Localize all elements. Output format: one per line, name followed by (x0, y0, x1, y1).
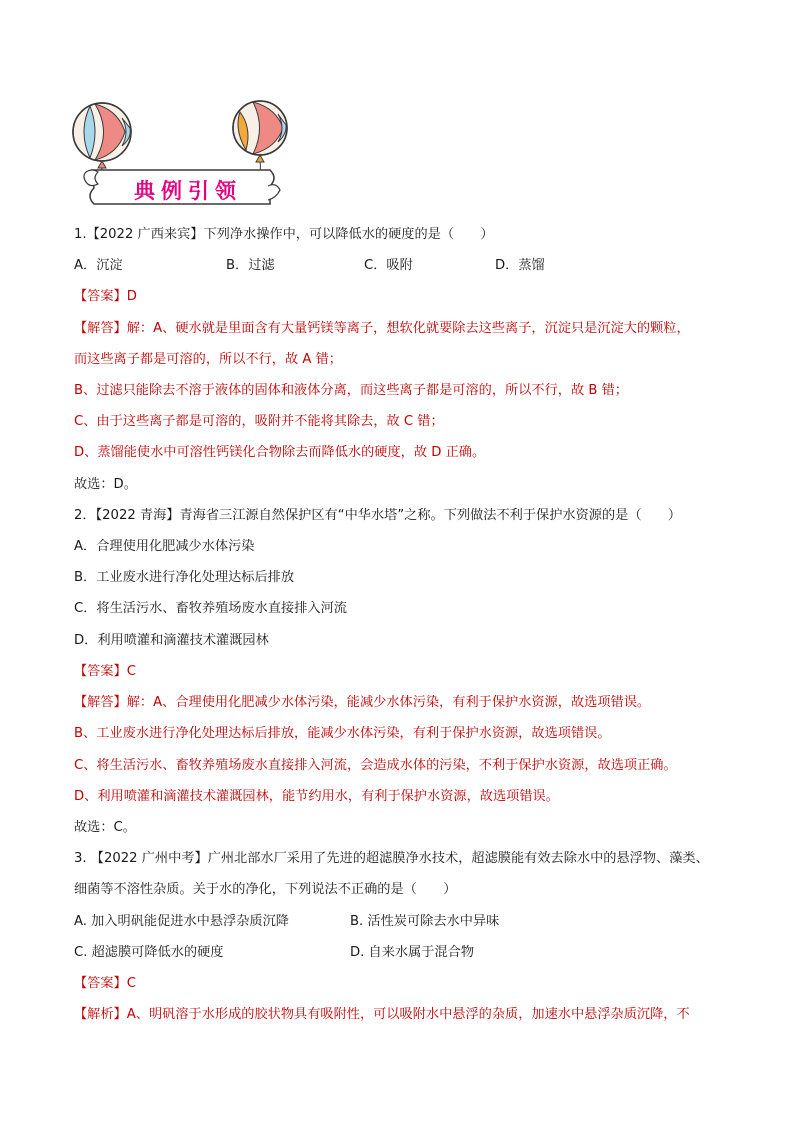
answer-tag: 【答案】 (74, 664, 127, 679)
answer-value: D (126, 289, 137, 304)
q2-question (74, 507, 681, 525)
q2-analysis-line (74, 694, 650, 712)
q3-option-a: A. 加入明矾能促进水中悬浮杂质沉降 (74, 914, 289, 929)
analysis-tag: 【解答】 (74, 321, 127, 336)
q2-option-c: C．将生活污水、畜牧养殖场废水直接排入河流 (74, 601, 347, 616)
q3-option-d: D. 自来水属于混合物 (350, 945, 475, 960)
q3-option-c: C. 超滤膜可降低水的硬度 (74, 945, 224, 960)
q2-analysis-line: B、工业废水进行净化处理达标后排放，能减少水体污染，有利于保护水资源，故选项错误。 (74, 726, 611, 741)
analysis-text: 解：A、合理使用化肥减少水体污染，能减少水体污染，有利于保护水资源，故选项错误。 (126, 695, 651, 710)
q1-stem: 下列净水操作中，可以降低水的硬度的是（ ） (203, 227, 494, 242)
q2-option-a: A．合理使用化肥减少水体污染 (74, 539, 255, 554)
q2-number: 2． (74, 508, 96, 523)
q1-option-d: D．蒸馏 (495, 258, 545, 273)
q1-analysis-line: C、由于这些离子都是可溶的，吸附并不能将其除去，故 C 错； (74, 414, 444, 429)
q3-analysis-line (74, 1006, 690, 1024)
q3-answer (74, 975, 136, 993)
right-ball-icon (233, 101, 287, 162)
q3-option-b: B. 活性炭可除去水中异味 (350, 914, 500, 929)
q3-number: 3. (74, 851, 87, 866)
analysis-tag: 【解答】 (74, 695, 127, 710)
answer-tag: 【答案】 (74, 289, 127, 304)
analysis-tag: 【解析】 (74, 1007, 127, 1022)
q3-source: 【2022 广州中考】 (90, 851, 208, 866)
q1-source: 【2022 广西来宾】 (86, 227, 204, 242)
q1-option-b: B．过滤 (226, 258, 275, 273)
answer-value: C (126, 976, 136, 991)
q2-answer (74, 663, 136, 681)
banner-title: 典例引领 (134, 178, 242, 203)
q1-answer (74, 288, 137, 306)
q1-question (74, 226, 494, 244)
answer-tag: 【答案】 (74, 976, 127, 991)
q3-question (74, 850, 709, 868)
q2-option-b: B．工业废水进行净化处理达标后排放 (74, 570, 295, 585)
q1-analysis-line (74, 320, 690, 338)
q1-number: 1. (74, 227, 87, 242)
section-banner (70, 98, 300, 210)
q3-stem: 广州北部水厂采用了先进的超滤膜净水技术，超滤膜能有效去除水中的悬浮物、藻类、 (207, 851, 709, 866)
q3-stem-line2: 细菌等不溶性杂质。关于水的净化，下列说法不正确的是（ ） (74, 882, 457, 897)
analysis-text: A、明矾溶于水形成的胶状物具有吸附性，可以吸附水中悬浮的杂质，加速水中悬浮杂质沉降，不 (126, 1007, 690, 1022)
analysis-text: 解：A、硬水就是里面含有大量钙镁等离子，想软化就要除去这些离子，沉淀只是沉淀大的颗粒， (126, 321, 690, 336)
q2-choose: 故选：C。 (74, 820, 136, 835)
q1-choose: 故选：D。 (74, 477, 137, 492)
q2-stem: 青海省三江源自然保护区有“中华水塔”之称。下列做法不利于保护水资源的是（ ） (179, 508, 682, 523)
left-ball-icon (73, 103, 131, 168)
q1-analysis-line: 而这些离子都是可溶的，所以不行，故 A 错； (74, 352, 342, 367)
q1-analysis-line: D、蒸馏能使水中可溶性钙镁化合物除去而降低水的硬度，故 D 正确。 (74, 445, 486, 460)
q1-analysis-line: B、过滤只能除去不溶于液体的固体和液体分离，而这些离子都是可溶的，所以不行，故 B 错； (74, 383, 628, 398)
answer-value: C (126, 664, 136, 679)
q1-option-c: C．吸附 (364, 258, 413, 273)
q2-source: 【2022 青海】 (95, 508, 180, 523)
q2-analysis-line: C、将生活污水、畜牧养殖场废水直接排入河流，会造成水体的污染，不利于保护水资源，故选项正确。 (74, 758, 677, 773)
q2-analysis-line: D、利用喷灌和滴灌技术灌溉园林，能节约用水，有利于保护水资源，故选项错误。 (74, 789, 559, 804)
q1-option-a: A．沉淀 (74, 258, 123, 273)
q2-option-d: D．利用喷灌和滴灌技术灌溉园林 (74, 633, 269, 648)
